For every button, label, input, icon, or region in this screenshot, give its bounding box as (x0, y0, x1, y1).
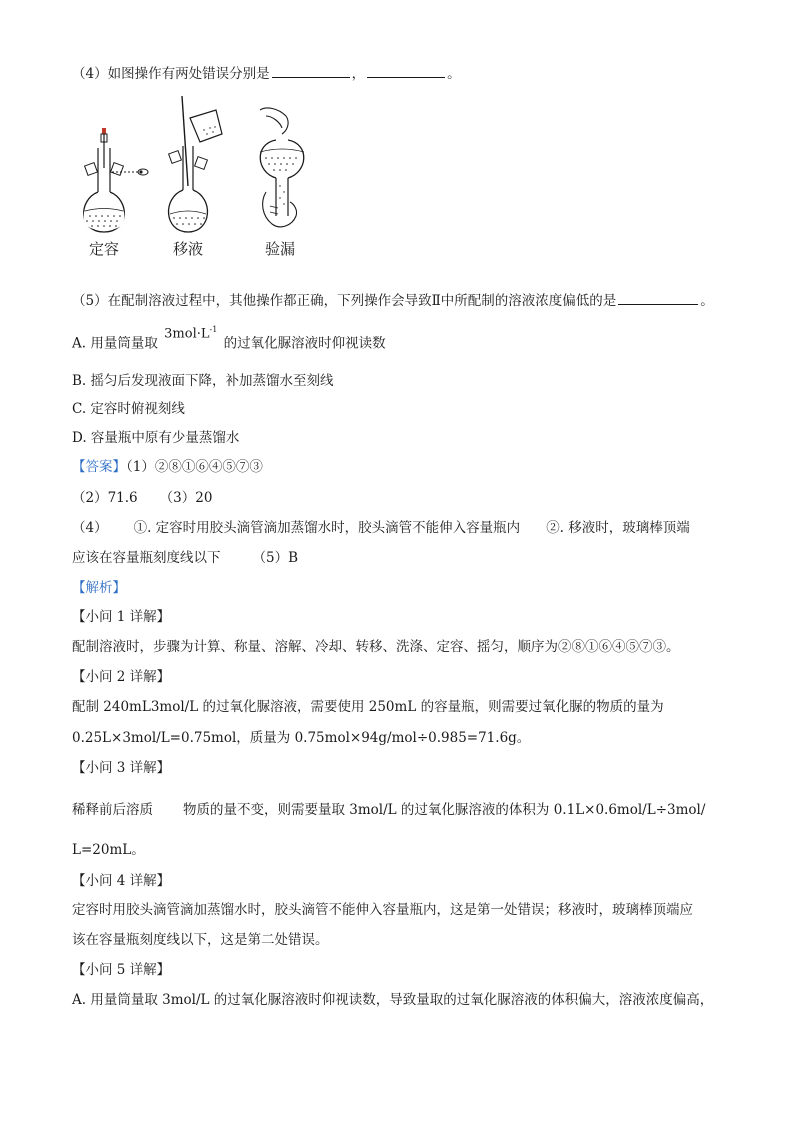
q4-prefix: （4）如图操作有两处错误分别是 (72, 66, 270, 82)
answer-blank-3 (618, 290, 698, 305)
answer-2: （2）71.6 (72, 490, 138, 506)
answer-3: （3）20 (159, 490, 213, 506)
figure-label-yiye: 移液 (172, 240, 203, 258)
answer-4-num: （4） (72, 520, 108, 536)
section-3-heading: 【小问 3 详解】 (72, 760, 171, 776)
section-2-heading: 【小问 2 详解】 (72, 669, 171, 685)
answer-line-4 (72, 548, 298, 568)
answer-line-2 (72, 488, 212, 508)
q5-stem-text: （5）在配制溶液过程中，其他操作都正确，下列操作会导致Ⅱ中所配制的溶液浓度偏低的是 (72, 293, 617, 309)
answer-line-1 (72, 457, 263, 477)
answer-1: （1）②⑧①⑥④⑤⑦③ (126, 459, 263, 475)
answer-blank-1 (272, 63, 350, 78)
yanlou-figure (252, 106, 312, 234)
section-2-text-2: 0.25L×3mol/L=0.75mol，质量为 0.75mol×94g/mol÷0.985=71.6g。 (72, 730, 531, 746)
q4-comma: ， (351, 66, 366, 82)
section-2-text-1: 配制 240mL3mol/L 的过氧化脲溶液，需要使用 250mL 的容量瓶，则需要过氧化脲的物质的量为 (72, 699, 664, 715)
answer-blank-2 (367, 63, 445, 78)
option-a-prefix: A. 用量筒量取 (72, 335, 158, 352)
section-5-text: A. 用量筒量取 3mol/L 的过氧化脲溶液时仰视读数，导致量取的过氧化脲溶液的体积偏大，溶液浓度偏高， (72, 992, 714, 1008)
figure-label-yanlou: 验漏 (264, 240, 295, 258)
section-5-heading: 【小问 5 详解】 (72, 962, 171, 978)
section-4-text-1: 定容时用胶头滴管滴加蒸馏水时，胶头滴管不能伸入容量瓶内，这是第一处错误；移液时，玻璃棒顶端应 (72, 902, 693, 918)
q5-stem (72, 290, 714, 311)
option-a-suffix: 的过氧化脲溶液时仰视读数 (223, 335, 386, 352)
q5-option-b: B. 摇匀后发现液面下降，补加蒸馏水至刻线 (72, 373, 334, 389)
section-3-text-1a: 稀释前后溶质 (72, 802, 153, 818)
answer-tag: 【答案】 (72, 459, 126, 475)
q4-stem (72, 63, 461, 84)
answer-4-part2: ②. 移液时，玻璃棒顶端 (546, 520, 690, 536)
option-a-formula (164, 320, 217, 344)
q4-period: 。 (447, 66, 461, 82)
answer-5: （5）B (252, 550, 299, 566)
yiye-figure (160, 90, 240, 235)
section-4-text-2: 该在容量瓶刻度线以下，这是第二处错误。 (72, 932, 329, 948)
q5-option-d: D. 容量瓶中原有少量蒸馏水 (72, 430, 240, 446)
q5-option-a (72, 325, 386, 354)
section-3-text-1b: 物质的量不变，则需要量取 3mol/L 的过氧化脲溶液的体积为 0.1L×0.6mol/L÷3mol/ (183, 802, 706, 818)
section-1-heading: 【小问 1 详解】 (72, 609, 171, 625)
formula-superscript: -1 (209, 325, 218, 334)
section-3-text-2: L=20mL。 (72, 842, 145, 858)
analysis-tag: 【解析】 (72, 580, 126, 596)
section-1-text: 配制溶液时，步骤为计算、称量、溶解、冷却、转移、洗涤、定容、摇匀，顺序为②⑧①⑥④⑤⑦③。 (72, 639, 680, 655)
answer-4-continued: 应该在容量瓶刻度线以下 (72, 550, 221, 566)
section-4-heading: 【小问 4 详解】 (72, 873, 171, 889)
section-3-text-1 (72, 800, 705, 820)
q5-option-c: C. 定容时俯视刻线 (72, 401, 185, 417)
figure-label-dingrong: 定容 (88, 240, 119, 258)
formula-text: 3mol·L (164, 326, 210, 342)
dingrong-figure (72, 120, 152, 235)
answer-4-part1: ①. 定容时用胶头滴管滴加蒸馏水时，胶头滴管不能伸入容量瓶内 (133, 520, 521, 536)
answer-line-3 (72, 518, 690, 538)
q5-period: 。 (700, 293, 714, 309)
